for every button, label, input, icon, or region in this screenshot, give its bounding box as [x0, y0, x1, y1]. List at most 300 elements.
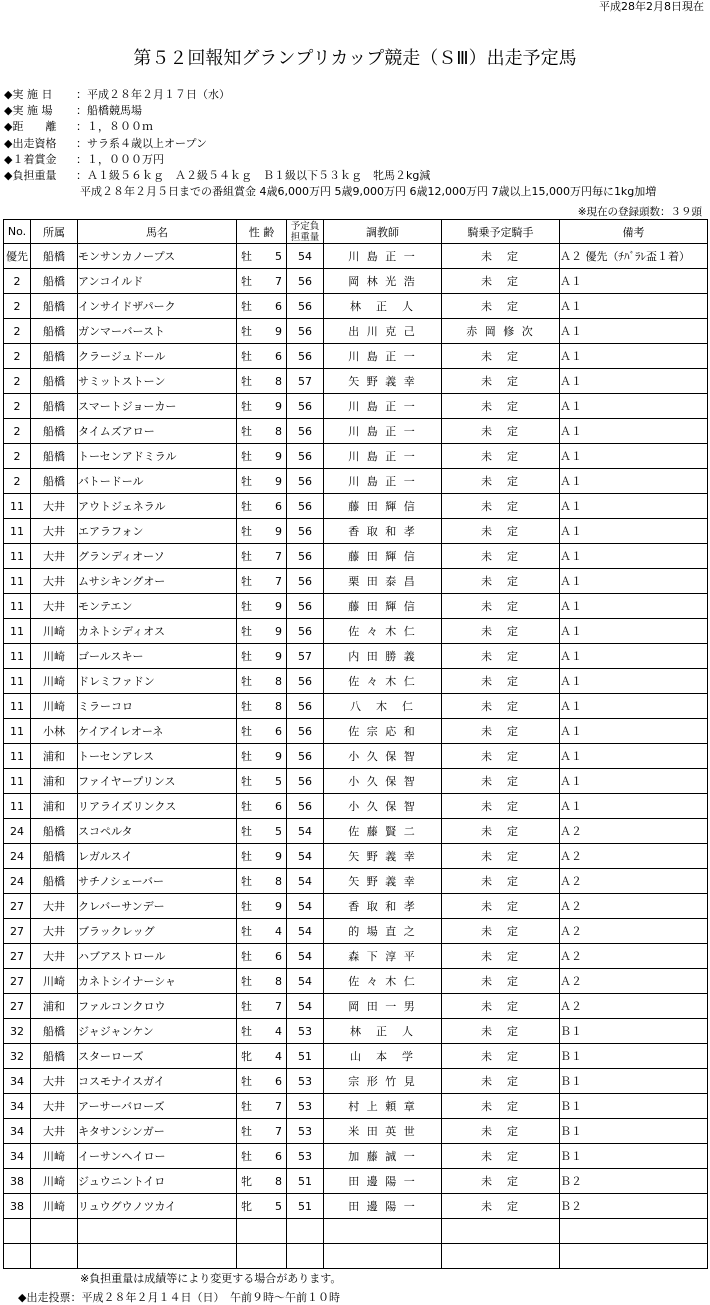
cell-trainer: 小 久 保 智	[324, 744, 442, 769]
cell-sex-age	[237, 544, 287, 569]
cell-no: 11	[4, 594, 31, 619]
header-no: No.	[4, 220, 31, 244]
cell-sex-age	[237, 369, 287, 394]
cell-trainer: 佐 々 木 仁	[324, 619, 442, 644]
cell-weight: 53	[287, 1019, 324, 1044]
info-label: ◆負担重量	[4, 169, 57, 183]
sex: 牡	[241, 550, 252, 563]
cell-sex-age	[237, 619, 287, 644]
cell-trainer: 山 本 学	[324, 1044, 442, 1069]
cell-horse-name: ファイヤープリンス	[78, 769, 237, 794]
cell-affiliation: 川崎	[31, 1169, 78, 1194]
cell-weight: 54	[287, 944, 324, 969]
cell-affiliation: 大井	[31, 894, 78, 919]
cell-sex-age	[237, 819, 287, 844]
cell-affiliation: 大井	[31, 569, 78, 594]
table-row	[4, 344, 708, 369]
cell-no: 38	[4, 1194, 31, 1219]
cell-trainer: 香 取 和 孝	[324, 894, 442, 919]
cell-jockey: 未 定	[442, 719, 560, 744]
cell-jockey: 未 定	[442, 694, 560, 719]
cell-affiliation: 小林	[31, 719, 78, 744]
table-header-row	[4, 220, 708, 244]
cell-no: 2	[4, 394, 31, 419]
cell-weight: 56	[287, 444, 324, 469]
sex: 牡	[241, 650, 252, 663]
cell-weight: 56	[287, 669, 324, 694]
cell-note: Ａ１	[560, 594, 708, 619]
cell-note: Ｂ１	[560, 1119, 708, 1144]
cell-jockey: 未 定	[442, 244, 560, 269]
cell-affiliation: 船橋	[31, 319, 78, 344]
cell-sex-age	[237, 944, 287, 969]
sex: 牡	[241, 750, 252, 763]
cell-affiliation: 大井	[31, 1094, 78, 1119]
cell-horse-name: コスモナイスガイ	[78, 1069, 237, 1094]
cell-trainer: 藤 田 輝 信	[324, 544, 442, 569]
cell-affiliation: 船橋	[31, 344, 78, 369]
cell-note: Ａ２	[560, 969, 708, 994]
cell-sex-age	[237, 719, 287, 744]
table-row	[4, 1119, 708, 1144]
race-info	[4, 87, 656, 200]
info-row	[4, 119, 656, 135]
cell-trainer: 佐 々 木 仁	[324, 669, 442, 694]
cell-weight: 54	[287, 869, 324, 894]
cell-note: Ａ２	[560, 844, 708, 869]
info-label: ◆実 施 場	[4, 104, 53, 118]
cell-trainer: 佐 々 木 仁	[324, 969, 442, 994]
cell-sex-age	[237, 269, 287, 294]
age: 6	[275, 1075, 282, 1088]
cell-trainer: 香 取 和 孝	[324, 519, 442, 544]
empty-cell	[324, 1244, 442, 1269]
cell-note: Ａ１	[560, 794, 708, 819]
cell-horse-name: トーセンアドミラル	[78, 444, 237, 469]
cell-no: 27	[4, 969, 31, 994]
table-row	[4, 919, 708, 944]
sex: 牡	[241, 675, 252, 688]
cell-weight: 56	[287, 494, 324, 519]
cell-note: Ａ２	[560, 894, 708, 919]
cell-horse-name: タイムズアロー	[78, 419, 237, 444]
empty-cell	[237, 1219, 287, 1244]
sex: 牡	[241, 850, 252, 863]
table-row	[4, 294, 708, 319]
cell-affiliation: 川崎	[31, 969, 78, 994]
cell-sex-age	[237, 394, 287, 419]
cell-no: 2	[4, 319, 31, 344]
cell-note: Ａ２ 優先（ﾁﾊﾞﾗﾚ盃１着）	[560, 244, 708, 269]
cell-note: Ａ１	[560, 669, 708, 694]
cell-weight: 57	[287, 369, 324, 394]
age: 5	[275, 1200, 282, 1213]
age: 8	[275, 1175, 282, 1188]
cell-no: 11	[4, 769, 31, 794]
cell-jockey: 未 定	[442, 294, 560, 319]
cell-trainer: 出 川 克 己	[324, 319, 442, 344]
age: 9	[275, 475, 282, 488]
table-row	[4, 594, 708, 619]
age: 5	[275, 775, 282, 788]
header-sex-age: 性 齢	[237, 220, 287, 244]
info-row	[4, 136, 656, 152]
cell-affiliation: 船橋	[31, 419, 78, 444]
cell-sex-age	[237, 1044, 287, 1069]
cell-jockey: 未 定	[442, 794, 560, 819]
sex: 牡	[241, 800, 252, 813]
cell-jockey: 未 定	[442, 494, 560, 519]
cell-sex-age	[237, 519, 287, 544]
cell-weight: 53	[287, 1094, 324, 1119]
cell-jockey: 未 定	[442, 969, 560, 994]
table-row	[4, 619, 708, 644]
cell-affiliation: 船橋	[31, 244, 78, 269]
table-row	[4, 394, 708, 419]
cell-horse-name: ゴールスキー	[78, 644, 237, 669]
cell-sex-age	[237, 794, 287, 819]
table-row	[4, 419, 708, 444]
empty-cell	[287, 1244, 324, 1269]
cell-note: Ｂ１	[560, 1044, 708, 1069]
entries-table	[3, 219, 708, 1269]
cell-jockey: 未 定	[442, 569, 560, 594]
cell-sex-age	[237, 594, 287, 619]
cell-note: Ｂ１	[560, 1069, 708, 1094]
entry-vote-info: ◆出走投票：平成２８年２月１４日（日） 午前９時〜午前１０時	[18, 1291, 340, 1304]
cell-weight: 56	[287, 619, 324, 644]
table-row	[4, 769, 708, 794]
cell-trainer: 川 島 正 一	[324, 419, 442, 444]
cell-no: 24	[4, 844, 31, 869]
cell-trainer: 田 邊 陽 一	[324, 1194, 442, 1219]
cell-jockey: 未 定	[442, 469, 560, 494]
cell-weight: 56	[287, 719, 324, 744]
cell-trainer: 米 田 英 世	[324, 1119, 442, 1144]
cell-no: 2	[4, 294, 31, 319]
table-row	[4, 644, 708, 669]
empty-cell	[442, 1219, 560, 1244]
age: 8	[275, 375, 282, 388]
age: 9	[275, 400, 282, 413]
sex: 牝	[241, 1050, 252, 1063]
empty-cell	[324, 1219, 442, 1244]
cell-affiliation: 船橋	[31, 844, 78, 869]
info-row	[4, 152, 656, 168]
cell-note: Ａ１	[560, 419, 708, 444]
sex: 牡	[241, 475, 252, 488]
cell-trainer: 川 島 正 一	[324, 394, 442, 419]
cell-affiliation: 川崎	[31, 694, 78, 719]
table-row	[4, 719, 708, 744]
sex: 牡	[241, 1100, 252, 1113]
cell-note: Ｂ２	[560, 1169, 708, 1194]
cell-sex-age	[237, 294, 287, 319]
cell-weight: 56	[287, 794, 324, 819]
age: 4	[275, 1025, 282, 1038]
cell-note: Ｂ１	[560, 1094, 708, 1119]
cell-trainer: 川 島 正 一	[324, 344, 442, 369]
cell-horse-name: アーサーバローズ	[78, 1094, 237, 1119]
cell-affiliation: 川崎	[31, 619, 78, 644]
cell-jockey: 未 定	[442, 919, 560, 944]
empty-cell	[560, 1244, 708, 1269]
cell-horse-name: カネトシディオス	[78, 619, 237, 644]
cell-sex-age	[237, 669, 287, 694]
cell-jockey: 未 定	[442, 1069, 560, 1094]
cell-horse-name: クレバーサンデー	[78, 894, 237, 919]
cell-jockey: 未 定	[442, 1194, 560, 1219]
cell-trainer: 村 上 頼 章	[324, 1094, 442, 1119]
cell-affiliation: 船橋	[31, 269, 78, 294]
cell-note: Ａ２	[560, 994, 708, 1019]
cell-trainer: 川 島 正 一	[324, 444, 442, 469]
age: 4	[275, 1050, 282, 1063]
cell-affiliation: 大井	[31, 494, 78, 519]
table-row	[4, 694, 708, 719]
cell-no: 11	[4, 744, 31, 769]
cell-trainer: 岡 田 一 男	[324, 994, 442, 1019]
cell-horse-name: ガンマーバースト	[78, 319, 237, 344]
sex: 牡	[241, 300, 252, 313]
cell-sex-age	[237, 894, 287, 919]
cell-weight: 56	[287, 319, 324, 344]
age: 9	[275, 625, 282, 638]
cell-jockey: 未 定	[442, 269, 560, 294]
cell-weight: 56	[287, 419, 324, 444]
empty-cell	[237, 1244, 287, 1269]
info-value: ：１，８００ｍ	[76, 120, 153, 134]
cell-horse-name: ファルコンクロウ	[78, 994, 237, 1019]
cell-trainer: 小 久 保 智	[324, 769, 442, 794]
age: 7	[275, 1000, 282, 1013]
cell-affiliation: 大井	[31, 1069, 78, 1094]
cell-horse-name: スターローズ	[78, 1044, 237, 1069]
cell-no: 11	[4, 794, 31, 819]
cell-horse-name: ケイアイレオーネ	[78, 719, 237, 744]
age: 8	[275, 875, 282, 888]
cell-sex-age	[237, 344, 287, 369]
cell-note: Ａ１	[560, 644, 708, 669]
cell-note: Ａ１	[560, 444, 708, 469]
cell-sex-age	[237, 1169, 287, 1194]
cell-jockey: 未 定	[442, 1094, 560, 1119]
cell-weight: 56	[287, 594, 324, 619]
cell-horse-name: キタサンシンガー	[78, 1119, 237, 1144]
cell-sex-age	[237, 744, 287, 769]
age: 8	[275, 425, 282, 438]
cell-weight: 56	[287, 694, 324, 719]
cell-note: Ａ１	[560, 319, 708, 344]
cell-jockey: 未 定	[442, 394, 560, 419]
empty-cell	[560, 1219, 708, 1244]
cell-jockey: 未 定	[442, 444, 560, 469]
table-row	[4, 569, 708, 594]
registration-count: ※現在の登録頭数：３９頭	[577, 206, 702, 218]
sex: 牡	[241, 425, 252, 438]
sex: 牡	[241, 875, 252, 888]
cell-jockey: 未 定	[442, 594, 560, 619]
info-label: ◆出走資格	[4, 136, 57, 150]
cell-horse-name: カネトシイナーシャ	[78, 969, 237, 994]
cell-trainer: 八 木 仁	[324, 694, 442, 719]
cell-horse-name: ブラックレッグ	[78, 919, 237, 944]
cell-affiliation: 大井	[31, 1119, 78, 1144]
cell-weight: 53	[287, 1144, 324, 1169]
cell-trainer: 内 田 勝 義	[324, 644, 442, 669]
cell-jockey: 未 定	[442, 844, 560, 869]
cell-trainer: 藤 田 輝 信	[324, 594, 442, 619]
cell-trainer: 佐 宗 応 和	[324, 719, 442, 744]
table-row	[4, 794, 708, 819]
page-title: 第５２回報知グランプリカップ競走（ＳⅢ）出走予定馬	[133, 48, 577, 69]
cell-trainer: 矢 野 義 幸	[324, 869, 442, 894]
cell-weight: 54	[287, 819, 324, 844]
cell-sex-age	[237, 994, 287, 1019]
cell-weight: 54	[287, 244, 324, 269]
cell-jockey: 未 定	[442, 519, 560, 544]
sex: 牡	[241, 275, 252, 288]
cell-weight: 56	[287, 519, 324, 544]
cell-jockey: 未 定	[442, 1169, 560, 1194]
cell-trainer: 藤 田 輝 信	[324, 494, 442, 519]
table-row	[4, 1169, 708, 1194]
cell-jockey: 未 定	[442, 869, 560, 894]
cell-horse-name: ジュウニントイロ	[78, 1169, 237, 1194]
sex: 牡	[241, 725, 252, 738]
sex: 牡	[241, 1025, 252, 1038]
cell-no: 11	[4, 569, 31, 594]
cell-trainer: 矢 野 義 幸	[324, 369, 442, 394]
cell-horse-name: バトードール	[78, 469, 237, 494]
cell-no: 34	[4, 1144, 31, 1169]
cell-note: Ａ２	[560, 944, 708, 969]
cell-trainer: 栗 田 泰 昌	[324, 569, 442, 594]
sex: 牡	[241, 350, 252, 363]
cell-weight: 56	[287, 569, 324, 594]
cell-horse-name: ムサシキングオー	[78, 569, 237, 594]
cell-trainer: 林 正 人	[324, 294, 442, 319]
cell-affiliation: 川崎	[31, 644, 78, 669]
cell-trainer: 宗 形 竹 見	[324, 1069, 442, 1094]
sex: 牡	[241, 975, 252, 988]
cell-note: Ａ１	[560, 469, 708, 494]
cell-affiliation: 大井	[31, 919, 78, 944]
cell-weight: 56	[287, 344, 324, 369]
cell-affiliation: 大井	[31, 594, 78, 619]
cell-horse-name: ジャジャンケン	[78, 1019, 237, 1044]
weight-footnote: ※負担重量は成績等により変更する場合があります。	[80, 1272, 342, 1285]
age: 6	[275, 300, 282, 313]
sex: 牡	[241, 950, 252, 963]
cell-no: 11	[4, 644, 31, 669]
cell-horse-name: クラージュドール	[78, 344, 237, 369]
table-row	[4, 1044, 708, 1069]
cell-weight: 56	[287, 469, 324, 494]
table-row	[4, 894, 708, 919]
info-value: ：Ａ１級５６ｋｇ Ａ２級５４ｋｇ Ｂ１級以下５３ｋｇ 牝馬２kg減	[76, 169, 431, 183]
cell-note: Ａ２	[560, 869, 708, 894]
cell-sex-age	[237, 919, 287, 944]
table-row	[4, 869, 708, 894]
cell-sex-age	[237, 644, 287, 669]
age: 6	[275, 500, 282, 513]
cell-weight: 56	[287, 269, 324, 294]
table-row	[4, 819, 708, 844]
table-row	[4, 844, 708, 869]
cell-note: Ａ１	[560, 494, 708, 519]
sex: 牡	[241, 625, 252, 638]
cell-sex-age	[237, 694, 287, 719]
cell-affiliation: 浦和	[31, 994, 78, 1019]
empty-cell	[78, 1219, 237, 1244]
header-note: 備考	[560, 220, 708, 244]
cell-note: Ａ１	[560, 719, 708, 744]
cell-horse-name: レガルスイ	[78, 844, 237, 869]
cell-affiliation: 船橋	[31, 369, 78, 394]
info-label: ◆実 施 日	[4, 88, 53, 101]
cell-horse-name: トーセンアレス	[78, 744, 237, 769]
age: 9	[275, 525, 282, 538]
age: 6	[275, 725, 282, 738]
cell-jockey: 赤 岡 修 次	[442, 319, 560, 344]
cell-no: 2	[4, 344, 31, 369]
sex: 牡	[241, 500, 252, 513]
cell-weight: 57	[287, 644, 324, 669]
cell-affiliation: 川崎	[31, 1194, 78, 1219]
table-row	[4, 1194, 708, 1219]
table-row	[4, 319, 708, 344]
cell-note: Ａ１	[560, 744, 708, 769]
cell-sex-age	[237, 444, 287, 469]
cell-sex-age	[237, 244, 287, 269]
info-value: ：平成２８年２月１７日（水）	[76, 88, 230, 101]
cell-horse-name: イーサンヘイロー	[78, 1144, 237, 1169]
cell-no: 34	[4, 1119, 31, 1144]
age: 9	[275, 750, 282, 763]
empty-cell	[78, 1244, 237, 1269]
sex: 牡	[241, 825, 252, 838]
cell-affiliation: 大井	[31, 519, 78, 544]
cell-no: 2	[4, 419, 31, 444]
cell-jockey: 未 定	[442, 644, 560, 669]
cell-affiliation: 船橋	[31, 869, 78, 894]
cell-weight: 54	[287, 894, 324, 919]
cell-affiliation: 大井	[31, 944, 78, 969]
cell-jockey: 未 定	[442, 344, 560, 369]
cell-weight: 56	[287, 394, 324, 419]
cell-note: Ａ１	[560, 544, 708, 569]
cell-jockey: 未 定	[442, 1044, 560, 1069]
header-affiliation: 所属	[31, 220, 78, 244]
age: 7	[275, 275, 282, 288]
cell-affiliation: 船橋	[31, 1044, 78, 1069]
cell-affiliation: 船橋	[31, 819, 78, 844]
cell-horse-name: スマートジョーカー	[78, 394, 237, 419]
cell-jockey: 未 定	[442, 1144, 560, 1169]
sex: 牡	[241, 600, 252, 613]
cell-affiliation: 浦和	[31, 744, 78, 769]
cell-weight: 51	[287, 1044, 324, 1069]
sex: 牡	[241, 375, 252, 388]
cell-no: 38	[4, 1169, 31, 1194]
cell-trainer: 林 正 人	[324, 1019, 442, 1044]
cell-note: Ａ２	[560, 819, 708, 844]
cell-sex-age	[237, 319, 287, 344]
table-row	[4, 1094, 708, 1119]
cell-sex-age	[237, 1069, 287, 1094]
cell-affiliation: 浦和	[31, 794, 78, 819]
